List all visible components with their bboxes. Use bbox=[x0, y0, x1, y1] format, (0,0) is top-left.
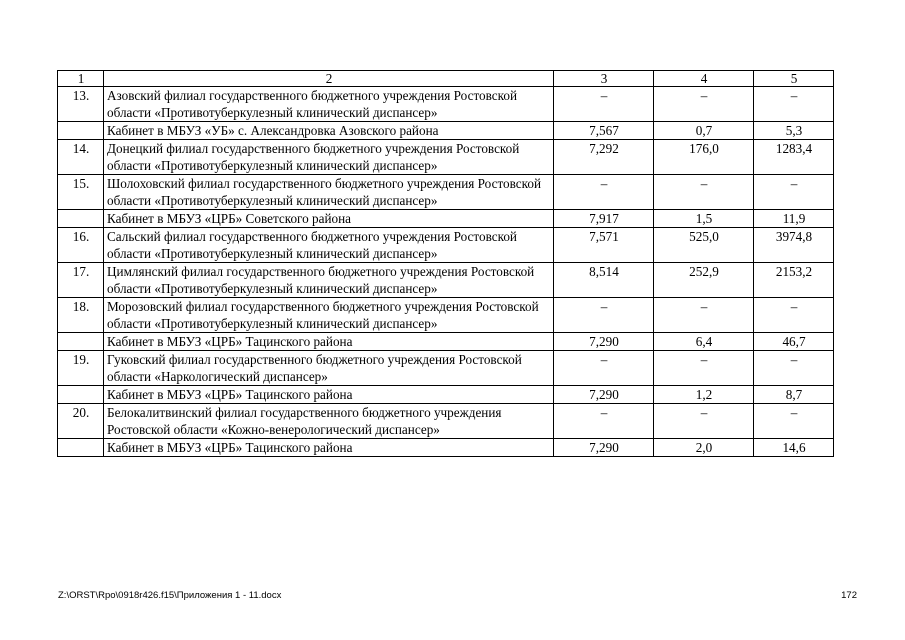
table-cell-n: 15. bbox=[58, 175, 104, 210]
table-cell-c3: 8,514 bbox=[554, 263, 654, 298]
table-cell-n bbox=[58, 122, 104, 140]
table-cell-c5: 46,7 bbox=[754, 333, 834, 351]
table-cell-c4: 2,0 bbox=[654, 439, 754, 457]
table-row bbox=[58, 404, 834, 439]
table-cell-name: Цимлянский филиал государственного бюджетного учреждения Ростовской области «Противотуберкулезный клинический диспансер» bbox=[104, 263, 554, 298]
table-cell-n: 20. bbox=[58, 404, 104, 439]
table-cell-c4: 6,4 bbox=[654, 333, 754, 351]
table-cell-c4: 1,5 bbox=[654, 210, 754, 228]
table-cell-name: Кабинет в МБУЗ «ЦРБ» Тацинского района bbox=[104, 439, 554, 457]
table-cell-c5: 3974,8 bbox=[754, 228, 834, 263]
table-row bbox=[58, 263, 834, 298]
table-cell-c4: – bbox=[654, 175, 754, 210]
table-row bbox=[58, 210, 834, 228]
table-cell-c5: – bbox=[754, 175, 834, 210]
table-cell-name: Сальский филиал государственного бюджетного учреждения Ростовской области «Противотуберкулезный клинический диспансер» bbox=[104, 228, 554, 263]
table-cell-n bbox=[58, 210, 104, 228]
table-row bbox=[58, 298, 834, 333]
footer-file-path: Z:\ORST\Rpo\0918r426.f15\Приложения 1 - 11.docx bbox=[58, 590, 282, 601]
header-cell: 2 bbox=[104, 71, 554, 87]
table-cell-c4: 252,9 bbox=[654, 263, 754, 298]
table-cell-c4: 0,7 bbox=[654, 122, 754, 140]
table-cell-c3: 7,290 bbox=[554, 386, 654, 404]
table-cell-c5: 1283,4 bbox=[754, 140, 834, 175]
data-table bbox=[57, 70, 834, 457]
table-cell-n bbox=[58, 386, 104, 404]
table-row bbox=[58, 175, 834, 210]
table-header-row bbox=[58, 71, 834, 87]
table-cell-c3: 7,917 bbox=[554, 210, 654, 228]
table-cell-c4: 176,0 bbox=[654, 140, 754, 175]
table-cell-c5: – bbox=[754, 351, 834, 386]
table-row bbox=[58, 439, 834, 457]
table-cell-c4: – bbox=[654, 298, 754, 333]
table-cell-c4: – bbox=[654, 87, 754, 122]
table-cell-c5: – bbox=[754, 87, 834, 122]
table-cell-c3: 7,567 bbox=[554, 122, 654, 140]
table-cell-c4: – bbox=[654, 351, 754, 386]
table-cell-n: 13. bbox=[58, 87, 104, 122]
table-cell-name: Кабинет в МБУЗ «ЦРБ» Тацинского района bbox=[104, 333, 554, 351]
table-cell-c3: – bbox=[554, 87, 654, 122]
table-cell-n: 17. bbox=[58, 263, 104, 298]
table-cell-c5: – bbox=[754, 404, 834, 439]
table-cell-name: Морозовский филиал государственного бюджетного учреждения Ростовской области «Противотуберкулезный клинический диспансер» bbox=[104, 298, 554, 333]
table-cell-n bbox=[58, 333, 104, 351]
table-cell-name: Белокалитвинский филиал государственного бюджетного учреждения Ростовской области «Кожно-венерологический диспансер» bbox=[104, 404, 554, 439]
table-cell-c5: 11,9 bbox=[754, 210, 834, 228]
table-cell-c5: 5,3 bbox=[754, 122, 834, 140]
table-row bbox=[58, 87, 834, 122]
table-cell-c5: 2153,2 bbox=[754, 263, 834, 298]
table-cell-c4: – bbox=[654, 404, 754, 439]
header-cell: 5 bbox=[754, 71, 834, 87]
table-cell-n: 18. bbox=[58, 298, 104, 333]
table-cell-name: Гуковский филиал государственного бюджетного учреждения Ростовской области «Наркологический диспансер» bbox=[104, 351, 554, 386]
table-cell-c3: – bbox=[554, 298, 654, 333]
table-row bbox=[58, 386, 834, 404]
header-cell: 3 bbox=[554, 71, 654, 87]
table-cell-c5: 8,7 bbox=[754, 386, 834, 404]
table-cell-c3: – bbox=[554, 175, 654, 210]
table-cell-c5: 14,6 bbox=[754, 439, 834, 457]
table-cell-c4: 525,0 bbox=[654, 228, 754, 263]
table-cell-n: 16. bbox=[58, 228, 104, 263]
table-cell-c5: – bbox=[754, 298, 834, 333]
table-row bbox=[58, 140, 834, 175]
table-cell-name: Кабинет в МБУЗ «ЦРБ» Тацинского района bbox=[104, 386, 554, 404]
table-row bbox=[58, 228, 834, 263]
table-cell-c3: – bbox=[554, 351, 654, 386]
table-cell-c3: 7,290 bbox=[554, 333, 654, 351]
table-cell-name: Шолоховский филиал государственного бюджетного учреждения Ростовской области «Противотуберкулезный клинический диспансер» bbox=[104, 175, 554, 210]
table-cell-name: Кабинет в МБУЗ «УБ» с. Александровка Азовского района bbox=[104, 122, 554, 140]
table-row bbox=[58, 122, 834, 140]
table-cell-c3: – bbox=[554, 404, 654, 439]
table-cell-name: Кабинет в МБУЗ «ЦРБ» Советского района bbox=[104, 210, 554, 228]
header-cell: 4 bbox=[654, 71, 754, 87]
table-cell-c3: 7,571 bbox=[554, 228, 654, 263]
table-cell-n: 19. bbox=[58, 351, 104, 386]
table-cell-c4: 1,2 bbox=[654, 386, 754, 404]
table-row bbox=[58, 351, 834, 386]
table-cell-c3: 7,290 bbox=[554, 439, 654, 457]
table-cell-n bbox=[58, 439, 104, 457]
table-row bbox=[58, 333, 834, 351]
table-cell-name: Донецкий филиал государственного бюджетного учреждения Ростовской области «Противотуберкулезный клинический диспансер» bbox=[104, 140, 554, 175]
page-number: 172 bbox=[841, 590, 857, 601]
table-cell-n: 14. bbox=[58, 140, 104, 175]
table-cell-name: Азовский филиал государственного бюджетного учреждения Ростовской области «Противотуберкулезный клинический диспансер» bbox=[104, 87, 554, 122]
table-cell-c3: 7,292 bbox=[554, 140, 654, 175]
header-cell: 1 bbox=[58, 71, 104, 87]
